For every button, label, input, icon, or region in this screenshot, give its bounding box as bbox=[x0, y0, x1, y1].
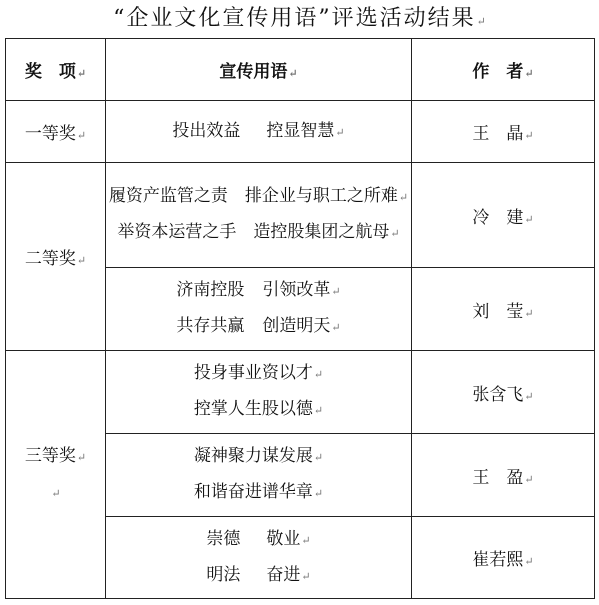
author-name: 王 晶 bbox=[472, 124, 524, 144]
award-line bbox=[6, 475, 105, 511]
header-author-text: 作 者 bbox=[472, 62, 524, 82]
paragraph-mark-icon: ↵ bbox=[524, 212, 534, 226]
paragraph-mark-icon: ↵ bbox=[524, 306, 534, 320]
author-cell bbox=[412, 101, 595, 163]
paragraph-mark-icon: ↵ bbox=[476, 15, 486, 28]
author-name: 刘 莹 bbox=[472, 301, 524, 322]
paragraph-mark-icon: ↵ bbox=[331, 285, 341, 298]
table-row bbox=[6, 351, 595, 434]
slogan-cell bbox=[106, 434, 412, 517]
paragraph-mark-icon: ↵ bbox=[524, 389, 534, 403]
author-name: 王 盈 bbox=[472, 467, 524, 488]
slogan-phrase: 创造明天 bbox=[262, 316, 331, 336]
header-author bbox=[412, 39, 595, 101]
paragraph-mark-icon: ↵ bbox=[524, 67, 534, 80]
author-cell bbox=[412, 268, 595, 351]
paragraph-mark-icon: ↵ bbox=[524, 555, 534, 568]
award-text: 三等奖 bbox=[24, 445, 76, 466]
table-row bbox=[6, 101, 595, 163]
paragraph-mark-icon: ↵ bbox=[301, 569, 311, 583]
header-slogan-text: 宣传用语 bbox=[219, 62, 288, 82]
award-text: 二等奖 bbox=[24, 249, 76, 269]
paragraph-mark-icon: ↵ bbox=[390, 227, 400, 240]
author-cell bbox=[412, 434, 595, 517]
slogan-phrase: 举资本运营之手 造控股集团之航母 bbox=[117, 222, 390, 242]
author-name: 冷 建 bbox=[472, 207, 524, 228]
paragraph-mark-icon: ↵ bbox=[313, 368, 324, 381]
slogan-line bbox=[106, 356, 411, 392]
award-second-prize bbox=[6, 163, 106, 351]
slogan-cell bbox=[106, 517, 412, 599]
paragraph-mark-icon: ↵ bbox=[313, 404, 324, 417]
slogan-line bbox=[106, 114, 411, 150]
header-row bbox=[6, 39, 595, 101]
slogan-cell bbox=[106, 101, 412, 163]
slogan-line bbox=[106, 439, 411, 475]
author-cell bbox=[412, 351, 595, 434]
header-award bbox=[6, 39, 106, 101]
author-cell bbox=[412, 517, 595, 599]
paragraph-mark-icon: ↵ bbox=[313, 451, 324, 464]
slogan-line bbox=[106, 558, 411, 594]
slogan-line bbox=[106, 179, 411, 215]
paragraph-mark-icon: ↵ bbox=[524, 472, 534, 486]
author-cell bbox=[412, 163, 595, 268]
slogan-cell bbox=[106, 163, 412, 268]
slogan-cell bbox=[106, 351, 412, 434]
header-slogan bbox=[106, 39, 412, 101]
slogan-line bbox=[106, 475, 411, 511]
paragraph-mark-icon: ↵ bbox=[51, 486, 61, 500]
page-title-text: “企业文化宣传用语”评选活动结果 bbox=[113, 6, 476, 31]
paragraph-mark-icon: ↵ bbox=[288, 67, 298, 80]
slogan-phrase: 奋进 bbox=[266, 564, 301, 585]
slogan-line bbox=[106, 273, 411, 309]
header-award-text: 奖 项 bbox=[24, 62, 76, 82]
slogan-phrase: 明法 bbox=[206, 564, 241, 585]
paragraph-mark-icon: ↵ bbox=[331, 321, 341, 334]
slogan-phrase: 济南控股 bbox=[176, 280, 245, 300]
slogan-phrase: 敬业 bbox=[266, 528, 301, 549]
paragraph-mark-icon: ↵ bbox=[313, 487, 324, 500]
page-title bbox=[0, 4, 599, 37]
slogan-phrase: 共存共赢 bbox=[176, 316, 245, 336]
slogan-phrase: 控掌人生股以德 bbox=[193, 399, 313, 419]
slogan-line bbox=[106, 215, 411, 251]
slogan-phrase: 崇德 bbox=[206, 528, 241, 549]
slogan-phrase: 引领改革 bbox=[262, 280, 331, 300]
award-third-prize bbox=[6, 351, 106, 599]
paragraph-mark-icon: ↵ bbox=[335, 125, 345, 139]
slogan-line bbox=[106, 392, 411, 428]
slogan-phrase: 和谐奋进谱华章 bbox=[193, 482, 313, 502]
slogan-phrase: 凝神聚力谋发展 bbox=[193, 446, 313, 466]
slogan-phrase: 履资产监管之责 排企业与职工之所难 bbox=[108, 186, 398, 206]
slogan-phrase: 控显智慧 bbox=[266, 120, 335, 141]
award-line bbox=[6, 439, 105, 475]
paragraph-mark-icon: ↵ bbox=[398, 191, 409, 204]
author-name: 崔若熙 bbox=[472, 550, 524, 570]
results-table bbox=[5, 38, 595, 599]
author-name: 张含飞 bbox=[472, 384, 524, 405]
award-first-prize bbox=[6, 101, 106, 163]
award-text: 一等奖 bbox=[24, 124, 76, 144]
slogan-cell bbox=[106, 268, 412, 351]
paragraph-mark-icon: ↵ bbox=[301, 533, 311, 547]
table-row bbox=[6, 163, 595, 268]
slogan-phrase: 投出效益 bbox=[172, 120, 241, 141]
paragraph-mark-icon: ↵ bbox=[524, 129, 534, 142]
slogan-line bbox=[106, 522, 411, 558]
slogan-phrase: 投身事业资以才 bbox=[193, 363, 313, 383]
slogan-line bbox=[106, 309, 411, 345]
paragraph-mark-icon: ↵ bbox=[76, 129, 87, 142]
paragraph-mark-icon: ↵ bbox=[76, 254, 87, 267]
paragraph-mark-icon: ↵ bbox=[76, 450, 87, 464]
paragraph-mark-icon: ↵ bbox=[76, 67, 87, 80]
